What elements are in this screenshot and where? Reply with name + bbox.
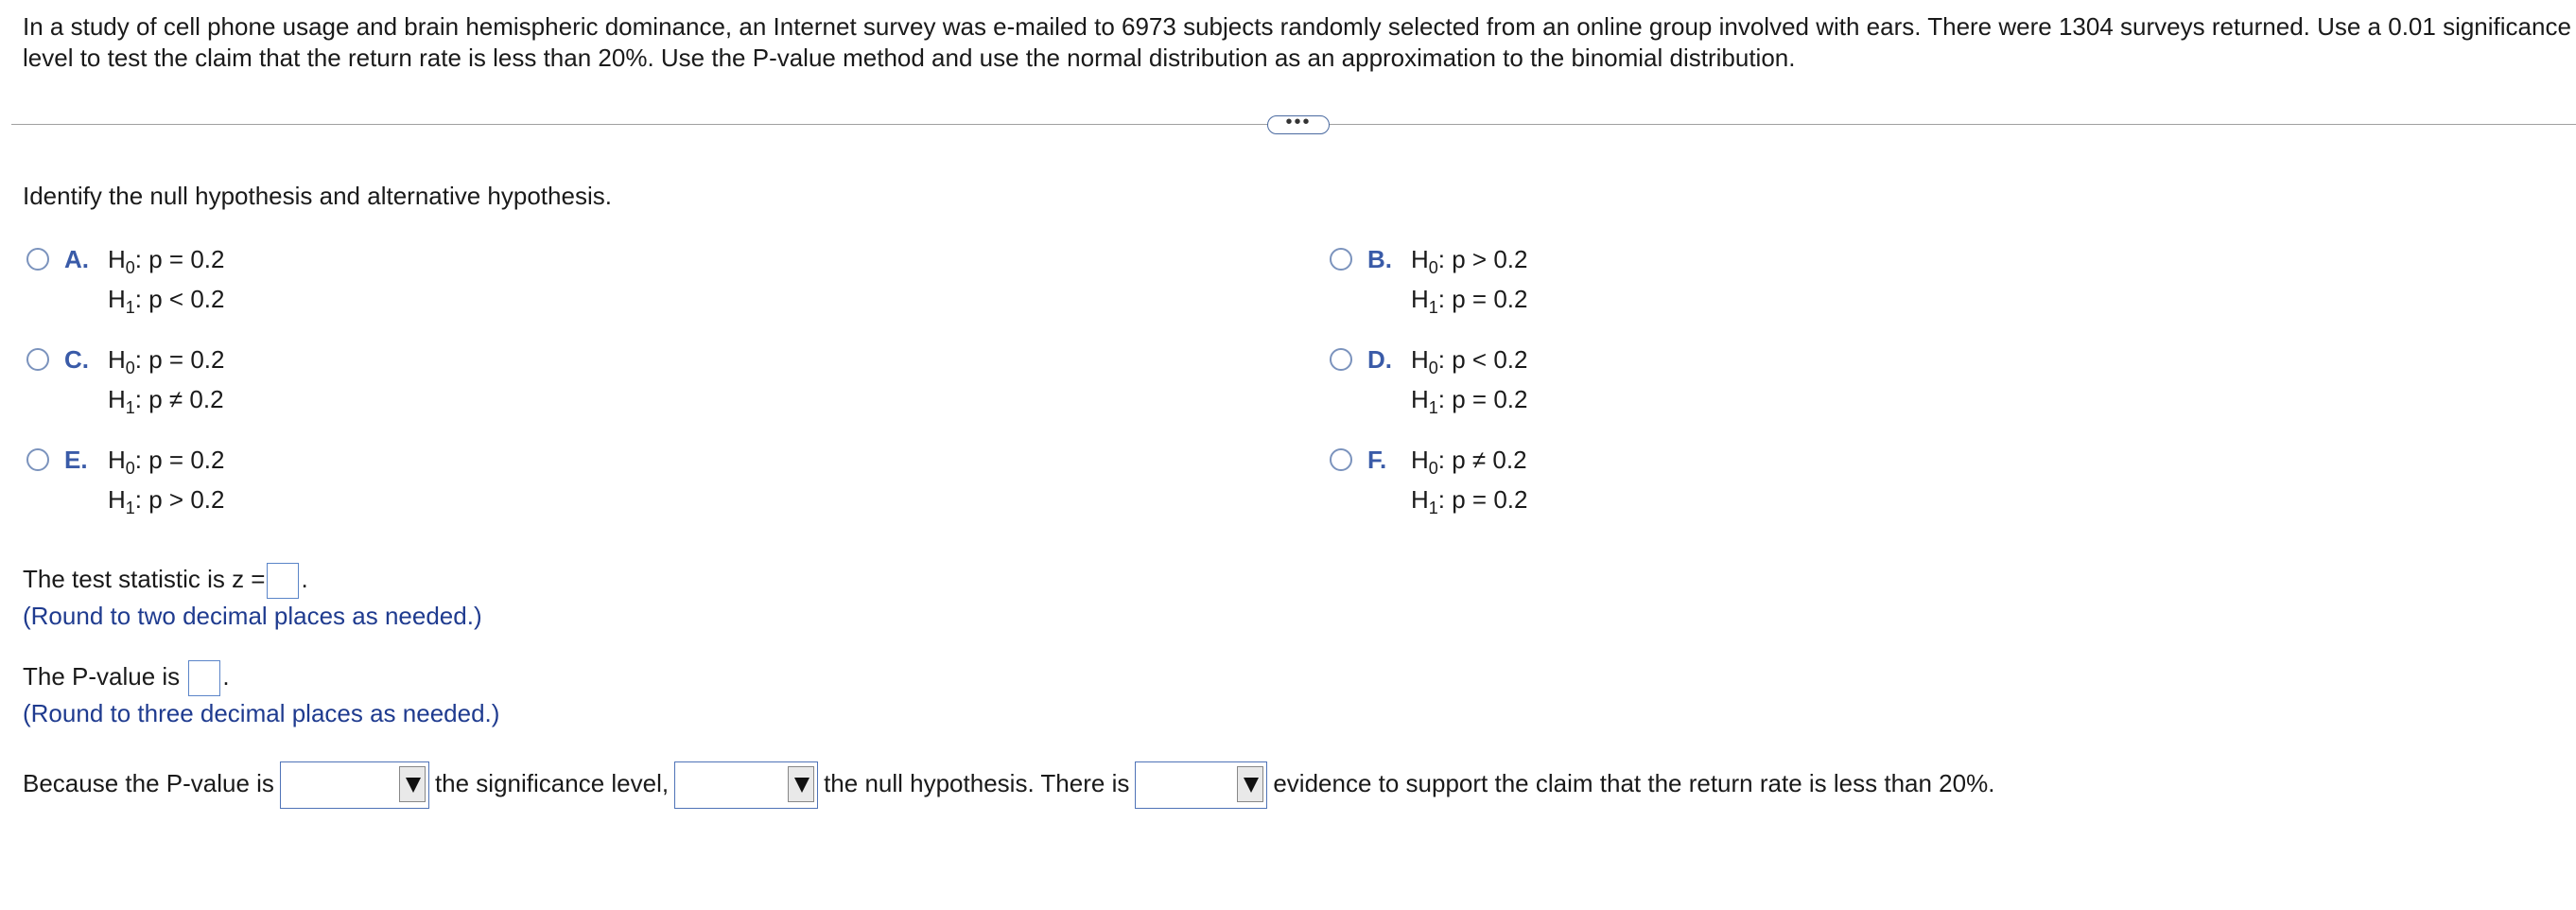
comparison-dropdown[interactable]: [280, 761, 429, 809]
radio-e[interactable]: [26, 448, 49, 471]
option-letter-d: D.: [1367, 345, 1392, 374]
option-a-h1: $H_1$: p < 0.2: [108, 285, 225, 317]
option-d-h0: $H_0$: p < 0.2: [1411, 345, 1528, 377]
pvalue-input[interactable]: [188, 660, 220, 696]
pvalue-hint: (Round to three decimal places as needed.): [23, 699, 500, 727]
option-b-h1: $H_1$: p = 0.2: [1411, 285, 1528, 317]
option-f[interactable]: [1330, 443, 1992, 528]
test-statistic-line: [23, 562, 308, 599]
option-a[interactable]: [26, 242, 688, 327]
test-statistic-input[interactable]: [267, 563, 299, 599]
option-letter-c: C.: [64, 345, 89, 374]
radio-a[interactable]: [26, 248, 49, 271]
problem-statement: [23, 11, 2571, 74]
option-letter-b: B.: [1367, 245, 1392, 273]
option-e-h1: $H_1$: p > 0.2: [108, 485, 225, 517]
option-d[interactable]: [1330, 342, 1992, 428]
option-f-h1: $H_1$: p = 0.2: [1411, 485, 1528, 517]
option-d-h1: $H_1$: p = 0.2: [1411, 385, 1528, 417]
more-options-button[interactable]: •••: [1267, 115, 1330, 134]
conclusion-text-1: Because the P-value is: [23, 769, 274, 797]
test-statistic-label: The test statistic is z =: [23, 565, 266, 593]
conclusion-text-2: the significance level,: [434, 769, 670, 797]
option-f-h0: $H_0$: p ≠ 0.2: [1411, 446, 1527, 478]
decision-dropdown[interactable]: [674, 761, 818, 809]
option-a-h0: $H_0$: p = 0.2: [108, 245, 225, 277]
option-e-h0: $H_0$: p = 0.2: [108, 446, 225, 478]
option-c-h1: $H_1$: p ≠ 0.2: [108, 385, 224, 417]
pvalue-line: [23, 659, 230, 696]
option-c[interactable]: [26, 342, 688, 428]
chevron-down-icon[interactable]: [788, 766, 814, 802]
test-statistic-suffix: .: [301, 565, 308, 593]
option-letter-f: F.: [1367, 446, 1387, 474]
conclusion-line: [23, 760, 1994, 809]
problem-line-2: level to test the claim that the return rate is less than 20%. Use the P-value method and use the normal distribution as an approximation to the binomial distribution.: [23, 44, 1796, 72]
option-b[interactable]: [1330, 242, 1992, 327]
chevron-down-icon[interactable]: [1237, 766, 1263, 802]
conclusion-text-4: evidence to support the claim that the return rate is less than 20%.: [1273, 769, 1995, 797]
pvalue-label: The P-value is: [23, 662, 181, 691]
radio-b[interactable]: [1330, 248, 1352, 271]
conclusion-text-3: the null hypothesis. There is: [824, 769, 1130, 797]
option-letter-a: A.: [64, 245, 89, 273]
radio-c[interactable]: [26, 348, 49, 371]
evidence-dropdown[interactable]: [1135, 761, 1267, 809]
option-e[interactable]: [26, 443, 688, 528]
option-c-h0: $H_0$: p = 0.2: [108, 345, 225, 377]
radio-d[interactable]: [1330, 348, 1352, 371]
problem-line-1: In a study of cell phone usage and brain hemispheric dominance, an Internet survey was e-mailed to 6973 subjects randomly selected from an online group involved with ears. There were 1304 surveys returned. Use a 0.01 significance: [23, 12, 2571, 41]
hypothesis-prompt: Identify the null hypothesis and alternative hypothesis.: [23, 182, 612, 210]
radio-f[interactable]: [1330, 448, 1352, 471]
pvalue-suffix: .: [222, 662, 230, 691]
option-b-h0: $H_0$: p > 0.2: [1411, 245, 1528, 277]
chevron-down-icon[interactable]: [399, 766, 426, 802]
option-letter-e: E.: [64, 446, 88, 474]
test-statistic-hint: (Round to two decimal places as needed.): [23, 602, 482, 630]
